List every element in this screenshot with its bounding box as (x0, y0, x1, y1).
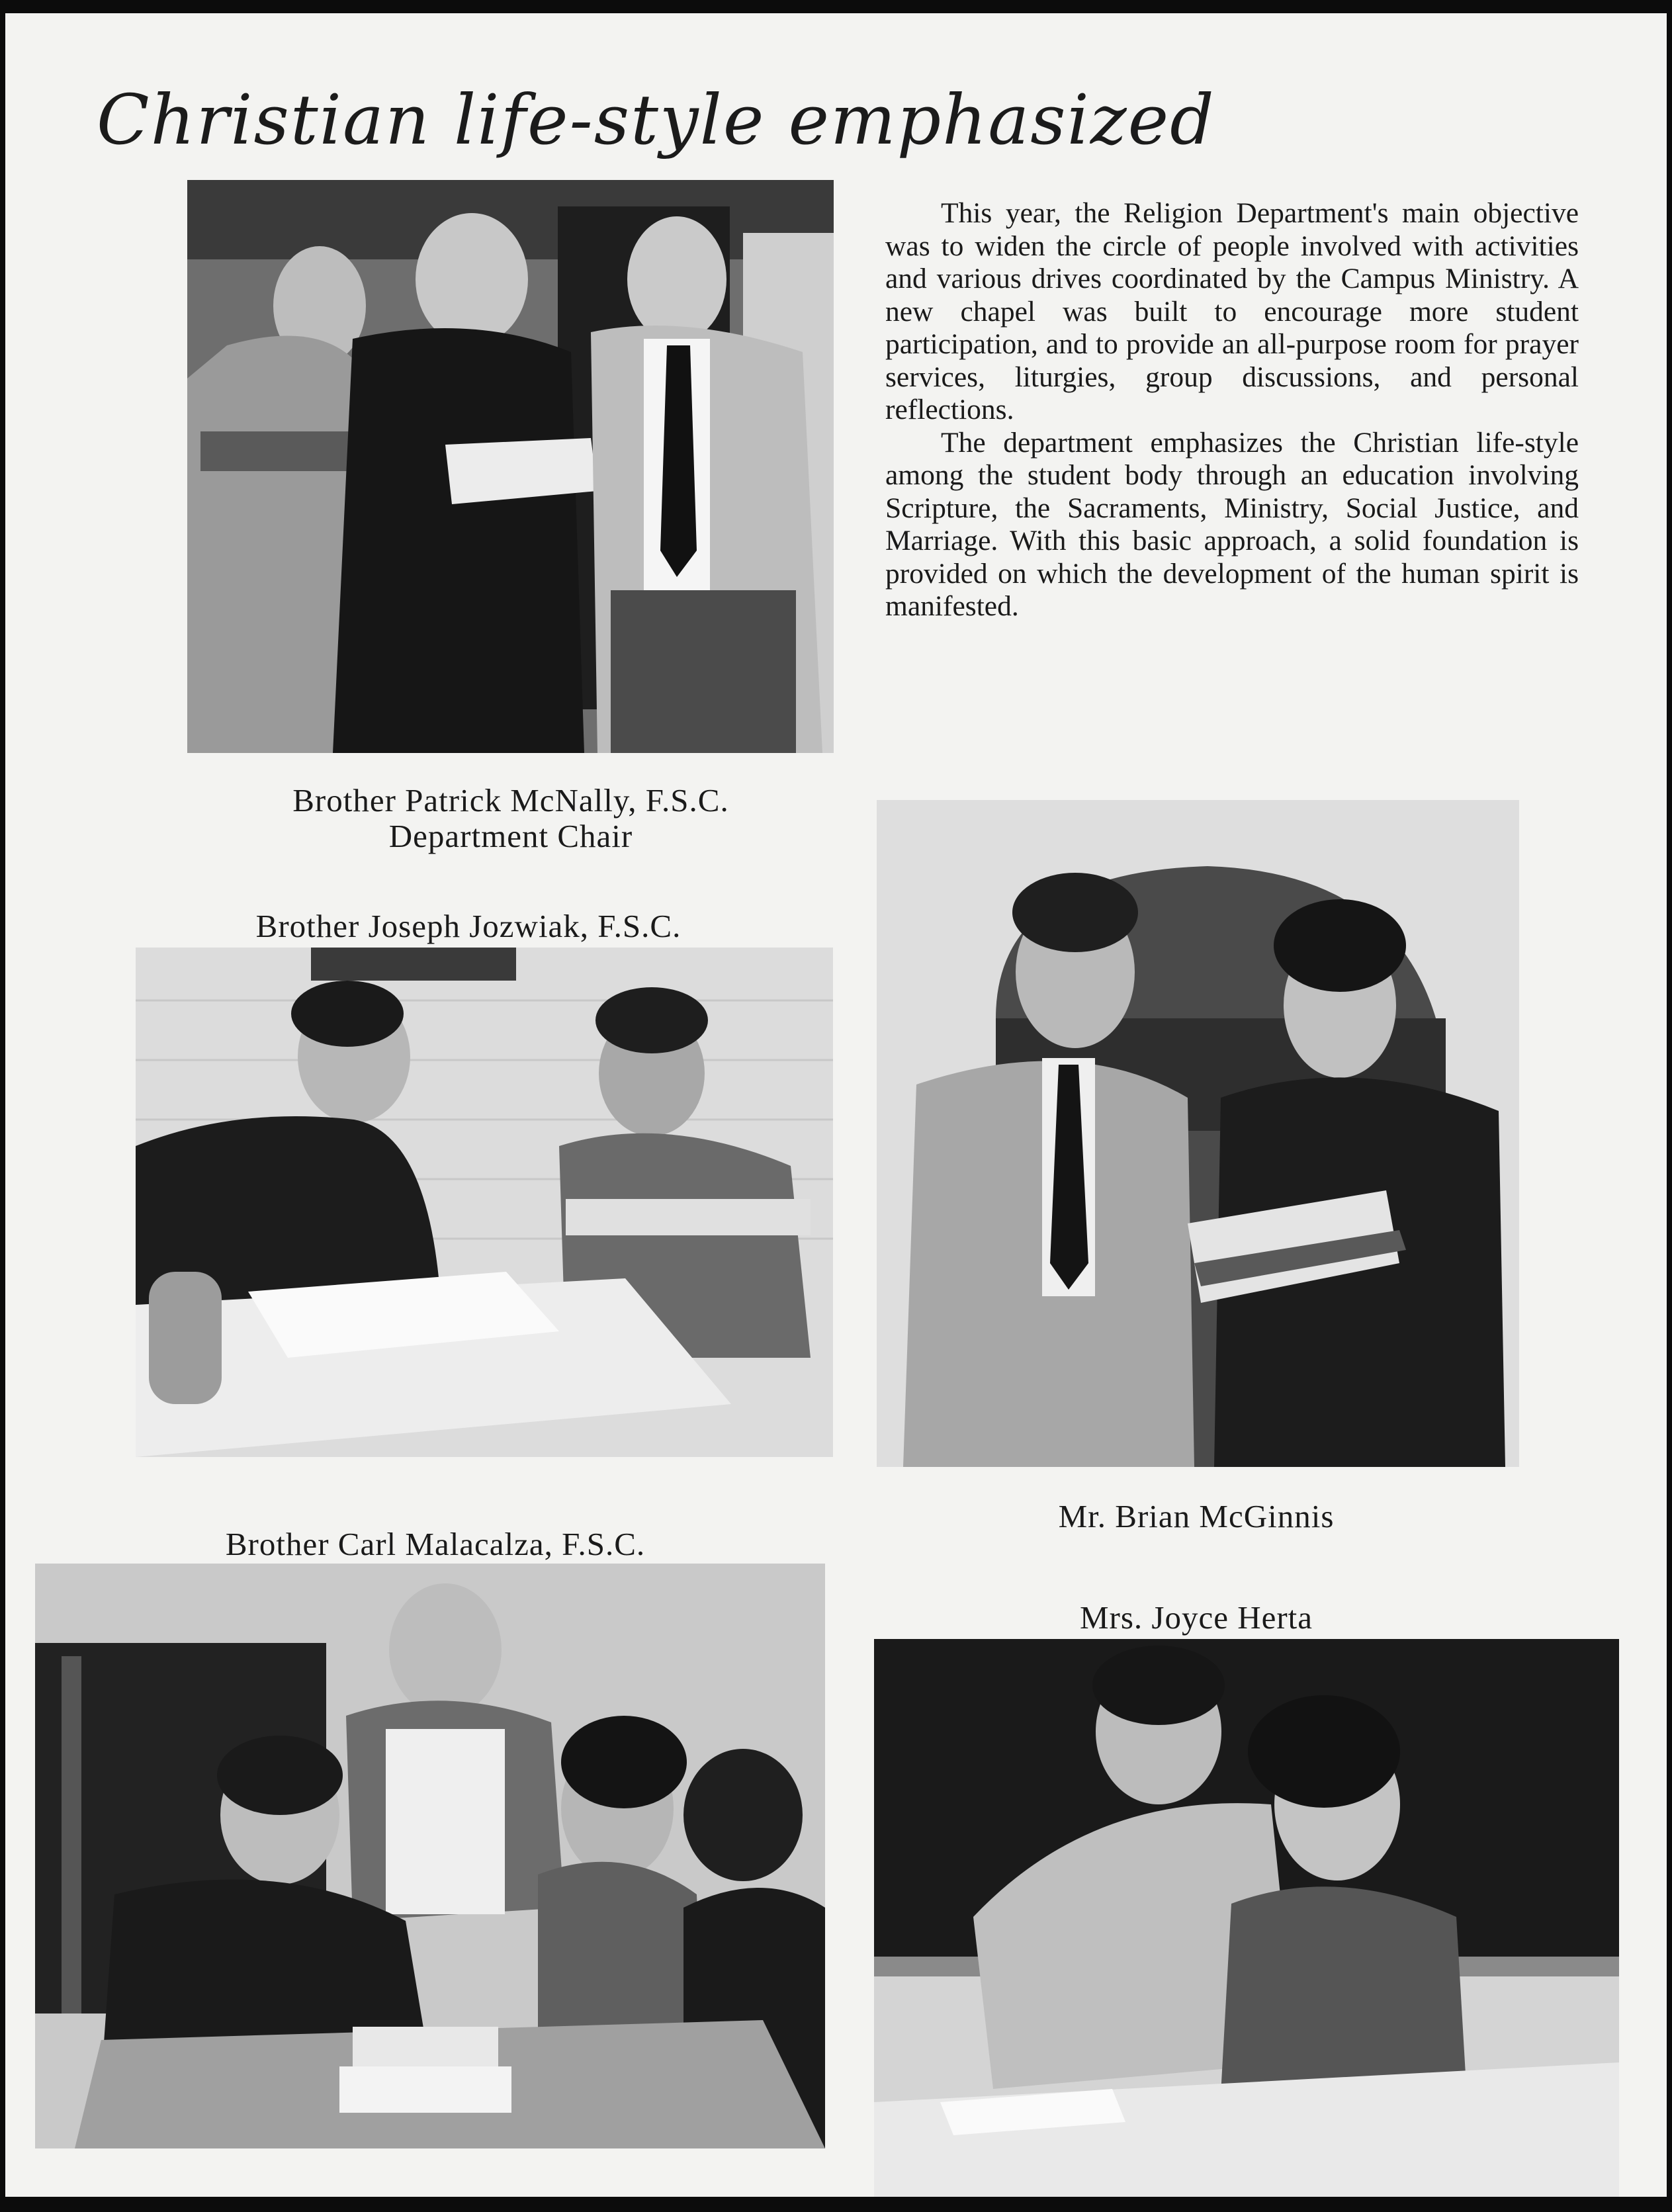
yearbook-page (5, 13, 1667, 2197)
photo-mcginnis-with-student (877, 800, 1519, 1467)
photo-malacalza-with-students (35, 1564, 825, 2148)
photo-jozwiak-at-table (136, 948, 833, 1457)
caption-mcginnis: Mr. Brian McGinnis (1058, 1498, 1335, 1534)
article-paragraph-2: The department emphasizes the Christian life-style among the student body through an education involving Scripture, the Sacraments, Ministry, Social Justice, and Marriage. With this basic approach, a solid foundation is provided on which the development of the human spirit is manifested. (885, 426, 1579, 622)
article-paragraph-1: This year, the Religion Department's main objective was to widen the circle of people involved with activities and various drives coordinated by the Campus Ministry. A new chapel was built to encourage more student participation, and to provide an all-purpose room for prayer services, liturgies, group discussions, and personal reflections. (885, 197, 1579, 425)
photo-mcnally-with-students (187, 180, 834, 753)
caption-mcnally-role: Department Chair (388, 818, 633, 854)
caption-herta: Mrs. Joyce Herta (1079, 1599, 1313, 1636)
photo-herta-with-student (874, 1639, 1619, 2197)
caption-malacalza: Brother Carl Malacalza, F.S.C. (225, 1526, 646, 1562)
caption-mcnally (243, 783, 778, 854)
article-body (885, 197, 1579, 623)
caption-jozwiak: Brother Joseph Jozwiak, F.S.C. (255, 908, 682, 944)
page-title: Christian life-style emphasized (97, 79, 1215, 160)
caption-mcnally-name: Brother Patrick McNally, F.S.C. (292, 782, 729, 818)
